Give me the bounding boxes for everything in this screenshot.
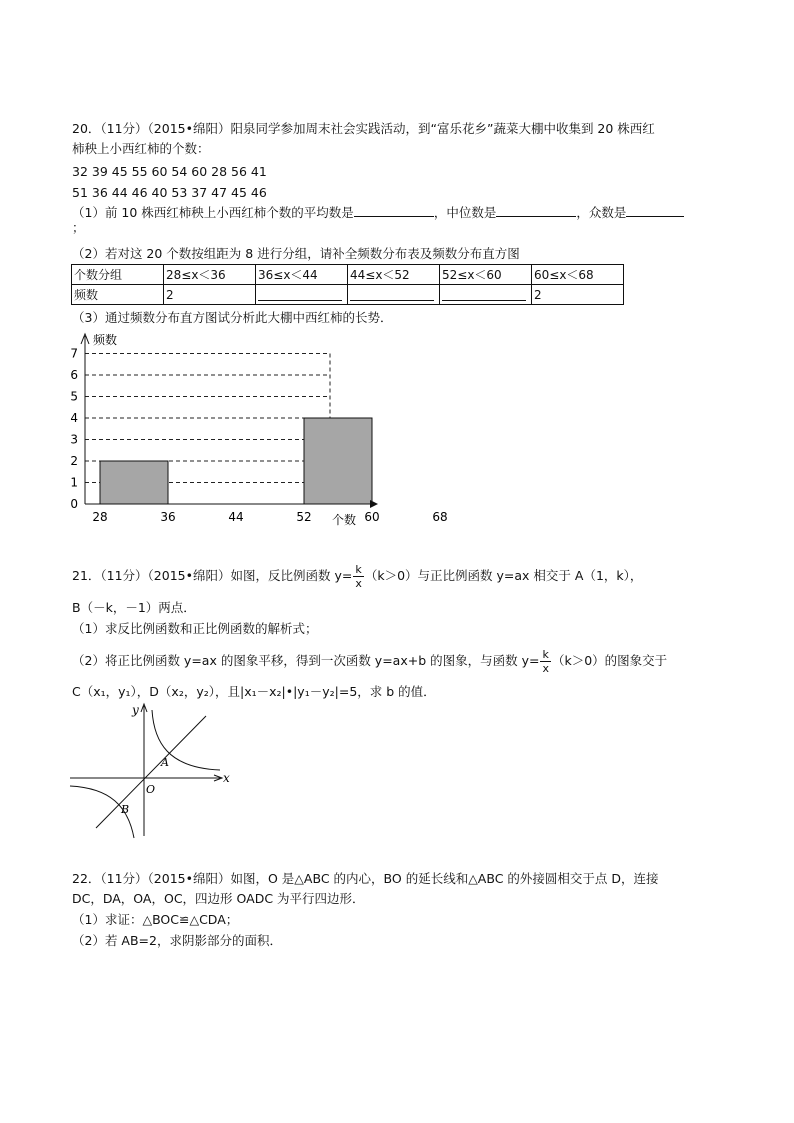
graph-origin-label: O bbox=[146, 783, 156, 796]
table-cell bbox=[256, 285, 348, 305]
y-axis-label: 频数 bbox=[93, 333, 118, 347]
y-tick-label: 1 bbox=[70, 475, 78, 490]
y-tick-label: 2 bbox=[70, 454, 78, 468]
table-cell: 2 bbox=[164, 285, 256, 305]
q20-part1-mode-text: ，众数是 bbox=[576, 205, 627, 220]
fraction-denominator: x bbox=[355, 577, 362, 590]
q21-part2-text: （2）将正比例函数 y=ax 的图象平移，得到一次函数 y=ax+b 的图象，与函数 y= bbox=[72, 653, 540, 668]
q20-part2: （2）若对这 20 个数按组距为 8 进行分组，请补全频数分布表及频数分布直方图 bbox=[72, 246, 520, 261]
frequency-answer-blank[interactable] bbox=[350, 286, 434, 301]
y-tick-label: 6 bbox=[70, 368, 78, 382]
y-tick-label: 7 bbox=[70, 346, 78, 361]
median-answer-blank[interactable] bbox=[496, 203, 576, 217]
q21-part2-line2: C（x₁，y₁），D（x₂，y₂），且|x₁－x₂|•|y₁－y₂|=5，求 b 的值． bbox=[72, 684, 436, 699]
q20-part1-end: ； bbox=[72, 220, 85, 235]
table-cell bbox=[440, 285, 532, 305]
fraction-k-over-x bbox=[353, 563, 364, 590]
table-cell: 2 bbox=[532, 285, 624, 305]
graph-y-label: y bbox=[132, 703, 139, 717]
x-axis-arrow-icon bbox=[370, 500, 378, 508]
q21-heading-line2: B（－k，－1）两点． bbox=[72, 600, 196, 615]
point-a-label: A bbox=[161, 756, 169, 769]
y-tick-label: 0 bbox=[70, 497, 78, 511]
x-tick-label: 52 bbox=[296, 510, 312, 524]
mean-answer-blank[interactable] bbox=[354, 203, 434, 217]
y-tick-label: 5 bbox=[70, 389, 78, 404]
frequency-table bbox=[71, 264, 624, 305]
q21-heading-text: 21．（11分）（2015•绵阳）如图，反比例函数 y= bbox=[72, 568, 353, 583]
x-tick-label: 44 bbox=[228, 510, 244, 524]
x-tick-label: 36 bbox=[160, 510, 176, 524]
point-b-label: B bbox=[121, 803, 130, 816]
y-tick-label: 3 bbox=[70, 432, 78, 447]
q20-part3: （3）通过频数分布直方图试分析此大棚中西红柿的长势． bbox=[72, 310, 393, 325]
function-graph bbox=[70, 702, 240, 842]
q21-part2-text-cont: （k＞0）的图象交于 bbox=[551, 653, 668, 668]
q21-heading-text-cont: （k＞0）与正比例函数 y=ax 相交于 A（1，k）， bbox=[364, 568, 643, 583]
table-header-cell: 个数分组 bbox=[72, 265, 164, 285]
fraction-numerator: k bbox=[353, 563, 364, 577]
q20-heading-cont: 柿秧上小西红柿的个数： bbox=[72, 141, 210, 156]
x-tick-label: 60 bbox=[364, 510, 380, 524]
table-header-cell: 44≤x＜52 bbox=[348, 265, 440, 285]
q22-heading-line2: DC，DA，OA，OC，四边形 OADC 为平行四边形． bbox=[72, 891, 365, 906]
q22-part2: （2）若 AB=2，求阴影部分的面积． bbox=[72, 933, 282, 948]
table-row bbox=[72, 285, 624, 305]
q20-data-row-1: 32 39 45 55 60 54 60 28 56 41 bbox=[72, 164, 267, 179]
table-header-cell: 28≤x＜36 bbox=[164, 265, 256, 285]
fraction-denominator: x bbox=[542, 662, 549, 675]
q22-heading: 22．（11分）（2015•绵阳）如图，O 是△ABC 的内心，BO 的延长线和△ABC 的外接圆相交于点 D，连接 bbox=[72, 871, 659, 886]
frequency-answer-blank[interactable] bbox=[258, 286, 342, 301]
x-tick-label: 28 bbox=[92, 510, 108, 524]
q20-part1-mean-text: （1）前 10 株西红柿秧上小西红柿个数的平均数是 bbox=[72, 205, 354, 220]
frequency-answer-blank[interactable] bbox=[442, 286, 526, 301]
q20-part1-median-text: ，中位数是 bbox=[433, 205, 497, 220]
table-cell: 频数 bbox=[72, 285, 164, 305]
q20-part1 bbox=[72, 203, 684, 222]
q21-heading bbox=[72, 563, 642, 590]
proportional-line bbox=[96, 716, 206, 828]
histogram-chart bbox=[60, 330, 448, 530]
graph-x-label: x bbox=[223, 771, 230, 785]
mode-answer-blank[interactable] bbox=[626, 203, 684, 217]
table-header-cell: 52≤x＜60 bbox=[440, 265, 532, 285]
table-header-cell: 36≤x＜44 bbox=[256, 265, 348, 285]
q22-part1: （1）求证：△BOC≌△CDA； bbox=[72, 912, 239, 927]
histogram-bar bbox=[304, 418, 372, 504]
x-axis-label: 个数 bbox=[332, 513, 357, 527]
q20-data-row-2: 51 36 44 46 40 53 37 47 45 46 bbox=[72, 185, 267, 200]
table-row bbox=[72, 265, 624, 285]
q20-heading: 20．（11分）（2015•绵阳）阳泉同学参加周末社会实践活动，到“富乐花乡”蔬菜大棚中收集到 20 株西红 bbox=[72, 121, 655, 136]
fraction-numerator: k bbox=[540, 648, 551, 662]
table-header-cell: 60≤x＜68 bbox=[532, 265, 624, 285]
x-tick-label: 68 bbox=[432, 510, 448, 524]
histogram-bar bbox=[100, 461, 168, 504]
q21-part1: （1）求反比例函数和正比例函数的解析式； bbox=[72, 621, 318, 636]
y-tick-label: 4 bbox=[70, 411, 78, 425]
table-cell bbox=[348, 285, 440, 305]
fraction-k-over-x bbox=[540, 648, 551, 675]
q21-part2 bbox=[72, 648, 667, 675]
